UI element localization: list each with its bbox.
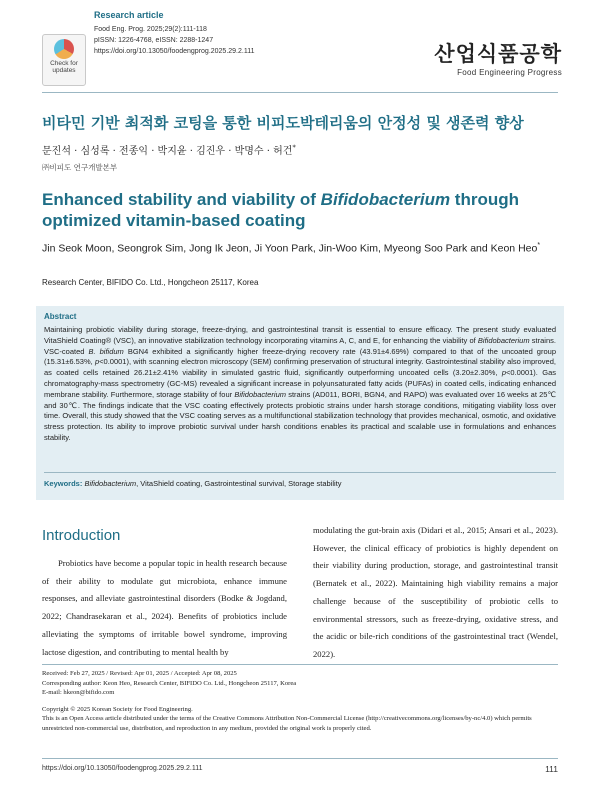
abstract-box: [36, 306, 564, 500]
abstract-text: Maintaining probiotic viability during storage, freeze-drying, and gastrointestinal transit is essential to ensure efficacy. The present study evaluated VitaShield Coating® (VSC), an innovative stabilization technology incorporating vitamins A, C, and E, for enhancing the viability of Bifidobacterium strains. VSC-coated B. bifidum BGN4 exhibited a significantly higher freeze-drying recovery rate (43.91±4.69%) compared to that of the uncoated group (15.31±6.53%, p<0.0001), with scanning electron microscopy (SEM) confirming preservation of structural integrity. Gastrointestinal stability also improved, as coated cells retained 26.21±2.41% viability in simulated gastric fluid, significantly outperforming uncoated cells (3.20±2.30%, p<0.0001). Gas chromatography-mass spectrometry (GC-MS) revealed a significant increase in polyunsaturated fatty acids (PUFAs) in coated cells, indicating enhanced membrane stability. Furthermore, storage stability of four Bifidobacterium strains (AD011, BORI, BGN4, and RAPO) was evaluated over 16 weeks at 25℃ and 30℃. The findings indicate that the VSC coating effectively protects probiotic strains under harsh storage conditions, mitigating viability loss over time. Overall, this study showed that the VSC coating serves as a multifunctional stabilization technology that provides mechanical, osmotic, and oxidative stress protection. Its ability to improve probiotic survival under harsh conditions enables its practical and scalable use in formulations and enhances stability.: [44, 325, 556, 442]
article-meta: [94, 8, 254, 57]
issn: pISSN: 1226-4768, eISSN: 2288-1247: [94, 37, 214, 44]
page-number: 111: [545, 764, 558, 774]
check-for-updates-badge[interactable]: [42, 34, 86, 86]
page-footer-divider: [42, 758, 558, 759]
journal-header: [42, 8, 562, 86]
journal-citation: Food Eng. Prog. 2025;29(2):111-118: [94, 26, 207, 33]
authors-korean: 문진석 · 심성록 · 전종익 · 박지윤 · 김진우 · 박명수 · 허건*: [42, 143, 296, 157]
received-dates: Received: Feb 27, 2025 / Revised: Apr 01, 2025 / Accepted: Apr 08, 2025: [42, 670, 237, 677]
article-type: Research article: [94, 10, 164, 20]
footnote-divider: [42, 664, 558, 665]
section-heading-introduction: Introduction: [42, 527, 121, 544]
keywords: Keywords: Bifidobacterium, VitaShield coating, Gastrointestinal survival, Storage stability: [44, 479, 342, 488]
journal-name-en: Food Engineering Progress: [457, 68, 562, 77]
badge-label: Check for updates: [50, 60, 78, 74]
affiliation-english: Research Center, BIFIDO Co. Ltd., Hongcheon 25117, Korea: [42, 278, 259, 287]
abstract-heading: Abstract: [44, 312, 77, 321]
intro-column-left: Probiotics have become a popular topic in health research because of their ability to modulate gut microbiota, enhance immune responses, and alleviate gastrointestinal disorders (Bodke & Jogdand, 2022; Chandrasekaran et al., 2024). Benefits of probiotics include alleviating the symptoms of irritable bowel syndrome, improving lactose digestion, and contributing to mental health by: [42, 558, 287, 657]
corresponding-author: Corresponding author: Keon Heo, Research Center, BIFIDO Co. Ltd., Hongcheon 25117, Korea: [42, 679, 297, 687]
update-check-icon: [54, 39, 74, 59]
title-english: Enhanced stability and viability of Bifidobacterium through optimized vitamin-based coating: [42, 190, 519, 230]
affiliation-korean: ㈜비피도 연구개발본부: [42, 163, 118, 172]
footer-doi-link[interactable]: https://doi.org/10.13050/foodengprog.2025.29.2.111: [42, 765, 203, 772]
doi-link[interactable]: https://doi.org/10.13050/foodengprog.2025.29.2.111: [94, 48, 255, 55]
author-email[interactable]: E-mail: hkeon@bifido.com: [42, 689, 115, 697]
journal-brand: [434, 38, 562, 77]
header-divider: [42, 92, 558, 93]
license-statement: This is an Open Access article distributed under the terms of the Creative Commons Attribution Non-Commercial License (http://creativecommons.org/licenses/by-nc/4.0) which permits unrestricted non-commercial use, distribution, and reproduction in any medium, provided the original work is properly cited.: [42, 715, 532, 732]
keywords-divider: [44, 472, 556, 473]
intro-column-right: modulating the gut-brain axis (Didari et al., 2015; Ansari et al., 2023). However, the clinical efficacy of probiotics is highly dependent on their viability during production, storage, and gastrointestinal transit (Bernatek et al., 2022). Maintaining high viability remains a major challenge because of the susceptibility of probiotic cells to environmental stressors, such as freeze-drying, oxidative stress, and the acidic or bile-rich conditions of the gastrointestinal tract (Wendel, 2022).: [313, 525, 558, 659]
copyright: Copyright © 2025 Korean Society for Food Engineering.: [42, 705, 193, 713]
title-korean: 비타민 기반 최적화 코팅을 통한 비피도박테리움의 안정성 및 생존력 향상: [42, 114, 524, 132]
article-footnotes: [42, 669, 562, 734]
journal-name-kr: 산업식품공학: [434, 42, 562, 66]
authors-english: Jin Seok Moon, Seongrok Sim, Jong Ik Jeon, Ji Yoon Park, Jin-Woo Kim, Myeong Soo Park and Keon Heo*: [42, 242, 541, 255]
